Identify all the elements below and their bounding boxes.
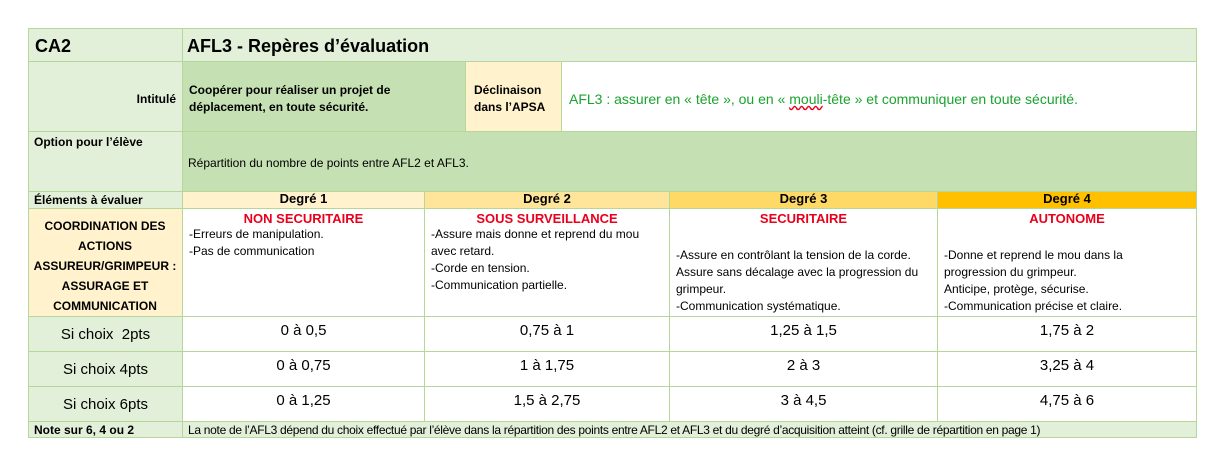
choice-2pts-degree-1 [182,316,425,352]
declinaison-label: Déclinaison dans l’APSA [474,83,546,114]
page-title: AFL3 - Repères d’évaluation [187,36,430,56]
option-label-cell [28,131,183,192]
choice-value: 3 à 4,5 [780,392,827,409]
degree-4-lines [944,247,1144,315]
intitule-value: Coopérer pour réaliser un projet de déplacement, en toute sécurité. [189,83,391,114]
degree-4-header [937,191,1197,209]
ca-cell [28,28,183,62]
option-value: Répartition du nombre de points entre AFL2 et AFL3. [188,156,469,170]
degree-3-title: SECURITAIRE [759,211,848,226]
choice-6pts-degree-2 [424,386,670,422]
degree-3-lines [676,247,932,315]
degree-1-title: NON SECURITAIRE [243,211,364,226]
declinaison-post: -tête » et communiquer en toute sécurité. [822,91,1078,107]
choice-2pts-degree-2 [424,316,670,352]
degree-4-line: Anticipe, protège, sécurise. [944,282,1089,296]
choice-4pts-degree-3 [669,351,938,387]
degree-1-line: -Pas de communication [189,244,315,258]
choice-4pts-degree-4 [937,351,1197,387]
degree-3-line: -Assure en contrôlant la tension de la corde. [676,248,911,262]
choice-6pts-label-cell [28,386,183,422]
declinaison-value [569,91,1078,107]
criterion-label: COORDINATION DES ACTIONS ASSUREUR/GRIMPEUR : ASSURAGE ET COMMUNICATION [33,219,177,313]
footer-text: La note de l’AFL3 dépend du choix effectué par l’élève dans la répartition des points entre AFL2 et AFL3 et du degré d’acquisition atteint (cf. grille de répartition en page 1) [188,423,1041,437]
choice-2pts-degree-3 [669,316,938,352]
degree-4-line: -Communication précise et claire. [944,299,1123,313]
degree-1-name: Degré 1 [279,191,328,206]
footer-label-cell [28,421,183,438]
degree-2-descriptor [424,208,670,317]
choice-value: 0,75 à 1 [519,322,575,339]
degree-1-line: -Erreurs de manipulation. [189,227,324,241]
choice-6pts-degree-1 [182,386,425,422]
choice-value: 0 à 0,75 [276,357,331,374]
degree-3-header [669,191,938,209]
degree-2-lines [425,226,657,294]
footer-label: Note sur 6, 4 ou 2 [34,423,135,437]
footer-text-cell [182,421,1197,438]
declinaison-value-cell [561,61,1197,132]
choice-6pts-label: Si choix 6pts [62,396,149,413]
choice-2pts-label: Si choix 2pts [60,326,151,343]
degree-1-header [182,191,425,209]
degree-2-name: Degré 2 [523,191,571,206]
page-title-cell [182,28,1197,62]
option-value-cell [182,131,1197,192]
degree-4-name: Degré 4 [1043,191,1091,206]
degree-2-line: -Communication partielle. [431,278,568,292]
criterion-cell [28,208,183,317]
choice-value: 1,5 à 2,75 [513,392,581,409]
declinaison-label-cell [465,61,562,132]
intitule-value-cell [182,61,466,132]
degree-4-line: -Donne et reprend le mou dans la progression du grimpeur. [944,248,1123,279]
degree-2-line: -Corde en tension. [431,261,530,275]
degree-3-line: -Communication systématique. [676,299,841,313]
choice-2pts-label-cell [28,316,183,352]
degree-1-descriptor [182,208,425,317]
choice-value: 1,75 à 2 [1039,322,1095,339]
intitule-label-cell [28,61,183,132]
choice-4pts-degree-2 [424,351,670,387]
choice-4pts-label: Si choix 4pts [62,361,149,378]
choice-4pts-degree-1 [182,351,425,387]
choice-value: 1,25 à 1,5 [770,322,837,339]
degree-2-title: SOUS SURVEILLANCE [476,211,618,226]
option-label: Option pour l’élève [34,135,143,149]
choice-value: 4,75 à 6 [1039,392,1095,409]
degree-4-descriptor [937,208,1197,317]
choice-2pts-degree-4 [937,316,1197,352]
declinaison-pre: AFL3 : assurer en « tête », ou en « [569,91,790,107]
elements-label-cell [28,191,183,209]
intitule-label: Intitulé [136,92,176,106]
choice-value: 0 à 0,5 [280,322,327,339]
choice-value: 1 à 1,75 [519,357,575,374]
choice-value: 2 à 3 [786,357,821,374]
degree-3-line: Assure sans décalage avec la progression du grimpeur. [676,265,919,296]
degree-3-descriptor [669,208,938,317]
ca-label: CA2 [35,36,72,56]
choice-4pts-label-cell [28,351,183,387]
degree-3-name: Degré 3 [779,191,828,206]
elements-label: Éléments à évaluer [34,193,143,207]
choice-value: 0 à 1,25 [276,392,331,409]
choice-6pts-degree-4 [937,386,1197,422]
choice-6pts-degree-3 [669,386,938,422]
degree-4-title: AUTONOME [1029,211,1105,226]
declinaison-wavy: mouli [789,91,823,107]
degree-2-line: -Assure mais donne et reprend du mou avec retard. [431,227,640,258]
choice-value: 3,25 à 4 [1039,357,1095,374]
degree-1-lines [183,226,424,260]
degree-2-header [424,191,670,209]
